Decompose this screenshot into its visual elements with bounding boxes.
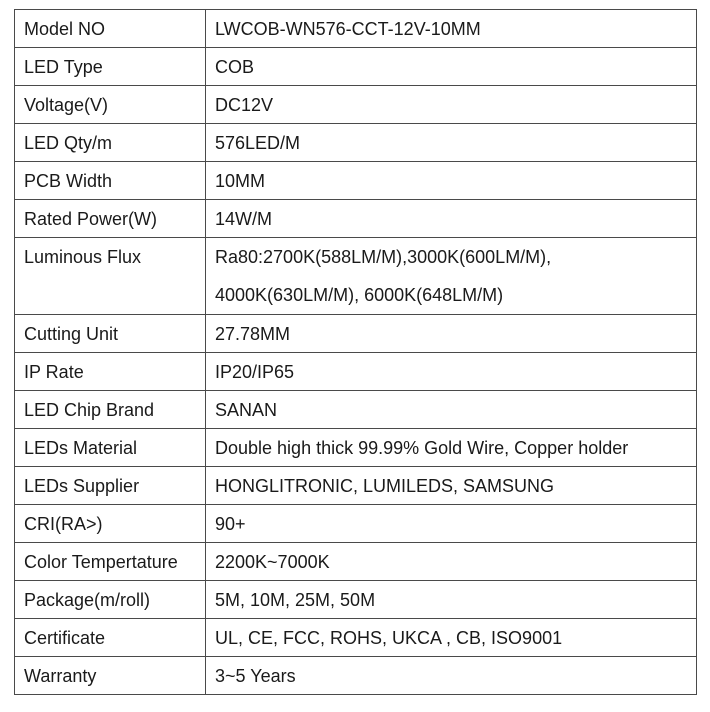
row-label-color-temperature: Color Tempertature (15, 543, 206, 581)
luminous-flux-line-2: 4000K(630LM/M), 6000K(648LM/M) (215, 285, 504, 305)
row-label-model-no: Model NO (15, 10, 206, 48)
row-value-cri: 90+ (206, 505, 697, 543)
row-label-voltage: Voltage(V) (15, 86, 206, 124)
table-row (15, 467, 697, 505)
table-row (15, 238, 697, 315)
table-row (15, 48, 697, 86)
row-label-rated-power: Rated Power(W) (15, 200, 206, 238)
row-value-ip-rate: IP20/IP65 (206, 353, 697, 391)
row-label-luminous-flux (15, 238, 206, 315)
row-label-warranty: Warranty (15, 657, 206, 695)
table-row (15, 200, 697, 238)
row-value-led-qty: 576LED/M (206, 124, 697, 162)
row-label-cutting-unit: Cutting Unit (15, 315, 206, 353)
table-row (15, 657, 697, 695)
row-value-color-temperature: 2200K~7000K (206, 543, 697, 581)
row-value-luminous-flux (206, 238, 697, 315)
row-value-warranty: 3~5 Years (206, 657, 697, 695)
row-value-package: 5M, 10M, 25M, 50M (206, 581, 697, 619)
table-row (15, 543, 697, 581)
row-label-pcb-width: PCB Width (15, 162, 206, 200)
table-row (15, 619, 697, 657)
luminous-flux-label-text: Luminous Flux (24, 247, 142, 267)
table-row (15, 391, 697, 429)
row-value-leds-supplier: HONGLITRONIC, LUMILEDS, SAMSUNG (206, 467, 697, 505)
row-value-model-no: LWCOB-WN576-CCT-12V-10MM (206, 10, 697, 48)
row-label-cri: CRI(RA>) (15, 505, 206, 543)
table-row (15, 162, 697, 200)
row-label-package: Package(m/roll) (15, 581, 206, 619)
row-value-leds-material: Double high thick 99.99% Gold Wire, Copper holder (206, 429, 697, 467)
table-row (15, 86, 697, 124)
luminous-flux-line-1: Ra80:2700K(588LM/M),3000K(600LM/M), (215, 247, 552, 267)
table-row (15, 10, 697, 48)
table-row (15, 505, 697, 543)
row-value-led-chip-brand: SANAN (206, 391, 697, 429)
row-value-voltage: DC12V (206, 86, 697, 124)
row-label-ip-rate: IP Rate (15, 353, 206, 391)
spec-table (14, 9, 697, 695)
row-value-pcb-width: 10MM (206, 162, 697, 200)
row-value-led-type: COB (206, 48, 697, 86)
table-row (15, 429, 697, 467)
table-row (15, 581, 697, 619)
row-value-rated-power: 14W/M (206, 200, 697, 238)
row-label-leds-material: LEDs Material (15, 429, 206, 467)
row-label-led-type: LED Type (15, 48, 206, 86)
row-label-certificate: Certificate (15, 619, 206, 657)
table-row (15, 124, 697, 162)
row-value-cutting-unit: 27.78MM (206, 315, 697, 353)
row-value-certificate: UL, CE, FCC, ROHS, UKCA , CB, ISO9001 (206, 619, 697, 657)
row-label-led-qty: LED Qty/m (15, 124, 206, 162)
row-label-led-chip-brand: LED Chip Brand (15, 391, 206, 429)
table-row (15, 353, 697, 391)
table-row (15, 315, 697, 353)
row-label-leds-supplier: LEDs Supplier (15, 467, 206, 505)
